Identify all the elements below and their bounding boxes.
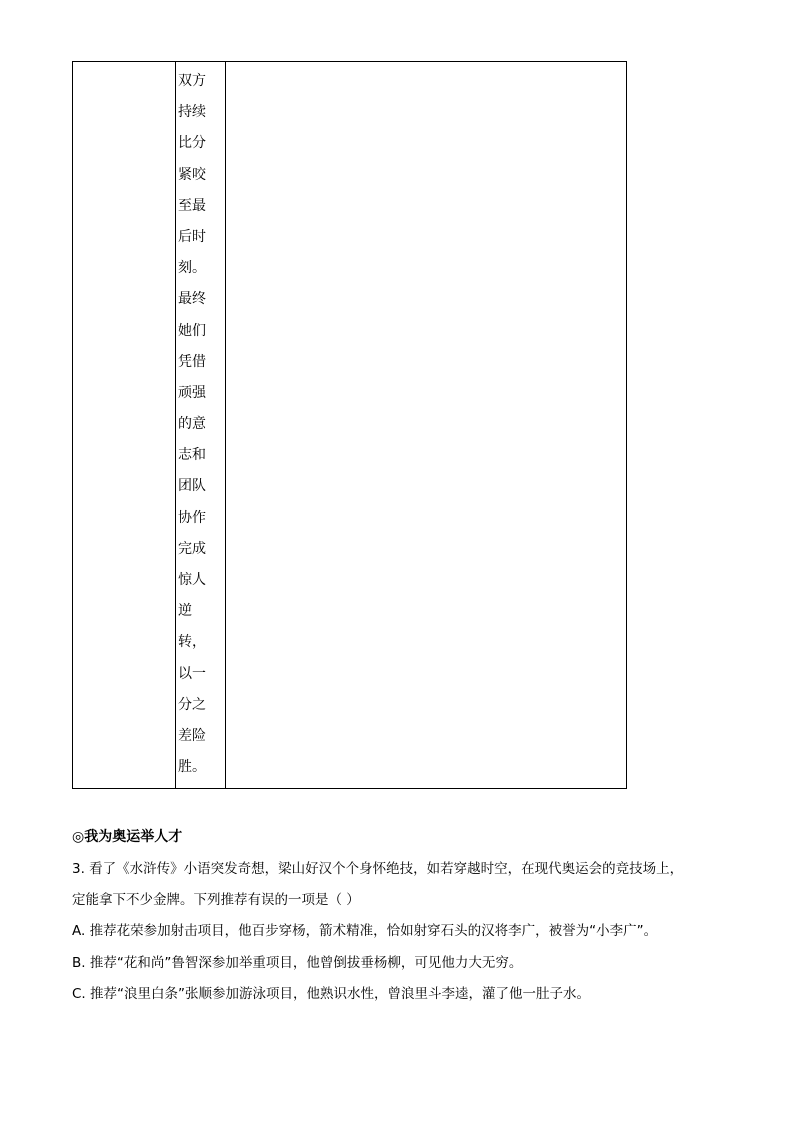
table-cell-text — [178, 66, 226, 783]
cell-line: 完成 — [178, 540, 206, 557]
cell-line: 双方 — [178, 73, 206, 89]
cell-line: 逆 — [178, 603, 192, 620]
question-stem-line-2: 定能拿下不少金牌。下列推荐有误的一项是（ ） — [72, 892, 360, 908]
answer-table — [72, 61, 627, 789]
cell-line: 顽强 — [178, 384, 206, 401]
option-a: A. 推荐花荣参加射击项目，他百步穿杨，箭术精准，恰如射穿石头的汉将李广，被誉为“小李广”。 — [72, 923, 658, 939]
cell-line: 差险 — [178, 727, 206, 744]
cell-line: 团队 — [178, 478, 206, 495]
cell-line: 分之 — [178, 696, 206, 713]
cell-line: 至最 — [178, 197, 206, 214]
cell-line: 转， — [178, 634, 206, 651]
section-heading: ◎我为奥运举人才 — [72, 829, 183, 845]
cell-line: 最终 — [178, 291, 206, 308]
option-c: C. 推荐“浪里白条”张顺参加游泳项目，他熟识水性，曾浪里斗李逵，灌了他一肚子水。 — [72, 986, 590, 1002]
cell-line: 协作 — [178, 509, 206, 526]
table-column-divider — [175, 62, 176, 788]
cell-line: 志和 — [178, 447, 206, 464]
cell-line: 持续 — [178, 104, 206, 121]
cell-line: 胜。 — [178, 759, 206, 776]
cell-line: 她们 — [178, 322, 206, 339]
cell-line: 比分 — [178, 135, 206, 152]
cell-line: 以一 — [178, 665, 206, 682]
cell-line: 惊人 — [178, 572, 206, 588]
cell-line: 后时 — [178, 228, 206, 245]
cell-line: 凭借 — [178, 353, 206, 370]
cell-line: 紧咬 — [178, 166, 206, 183]
cell-line: 刻。 — [178, 260, 206, 277]
option-b: B. 推荐“花和尚”鲁智深参加举重项目，他曾倒拔垂杨柳，可见他力大无穷。 — [72, 955, 523, 971]
question-stem-line-1: 3. 看了《水浒传》小语突发奇想，梁山好汉个个身怀绝技，如若穿越时空，在现代奥运会的竞技场上， — [72, 861, 684, 877]
cell-line: 的意 — [178, 416, 206, 433]
